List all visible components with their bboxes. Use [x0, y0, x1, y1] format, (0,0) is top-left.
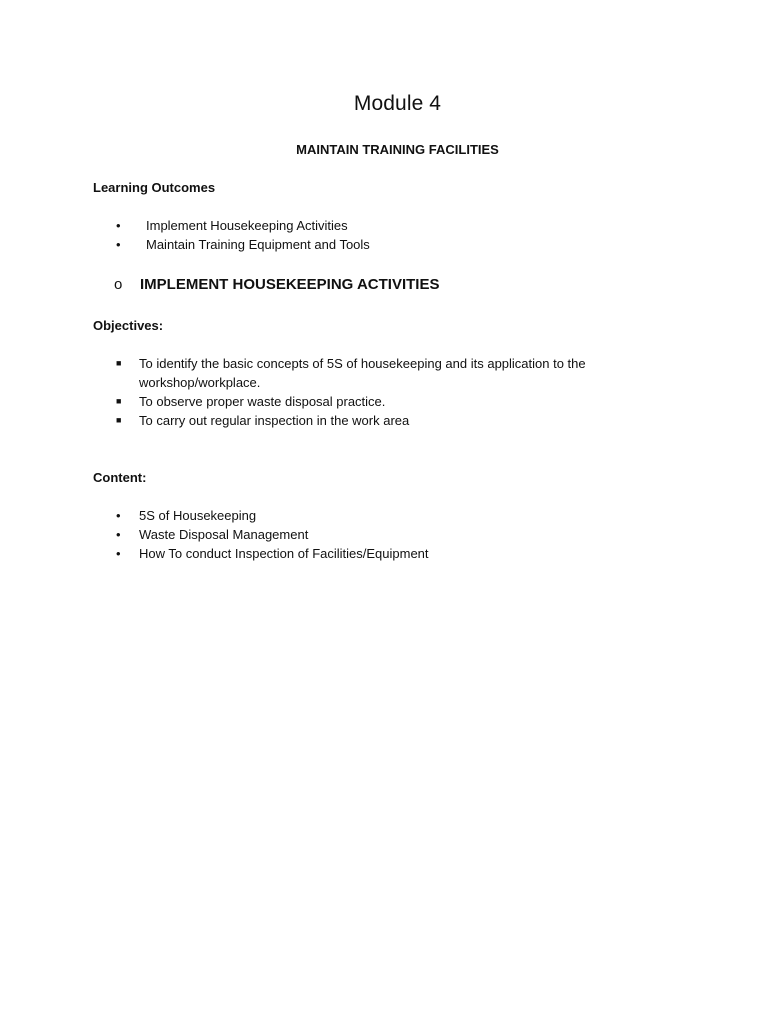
bullet-icon: •: [116, 237, 121, 252]
objective-text: To observe proper waste disposal practice.: [139, 394, 386, 409]
square-bullet-icon: ■: [116, 358, 122, 368]
list-item: [0, 235, 768, 254]
learning-outcome-text: Maintain Training Equipment and Tools: [146, 237, 370, 252]
objectives-list: [0, 354, 768, 430]
learning-outcome-text: Implement Housekeeping Activities: [146, 218, 348, 233]
bullet-icon: •: [116, 218, 121, 233]
bullet-icon: •: [116, 508, 121, 523]
square-bullet-icon: ■: [116, 396, 122, 406]
bullet-icon: •: [116, 546, 121, 561]
content-item-text: Waste Disposal Management: [139, 527, 309, 542]
list-item: [0, 411, 768, 430]
module-title: Module 4: [353, 92, 442, 115]
section-heading-text: IMPLEMENT HOUSEKEEPING ACTIVITIES: [140, 276, 440, 293]
square-bullet-icon: ■: [116, 415, 122, 425]
content-list: [0, 506, 768, 563]
content-heading: Content:: [93, 470, 147, 485]
list-item: [0, 544, 768, 563]
list-item: [0, 392, 768, 411]
list-item: [0, 216, 768, 235]
objective-text: To identify the basic concepts of 5S of housekeeping and its application to the workshop/workplace.: [139, 356, 586, 390]
section-heading: [114, 276, 439, 293]
learning-outcomes-list: [0, 216, 768, 254]
objectives-heading: Objectives:: [93, 318, 164, 333]
list-item: [0, 525, 768, 544]
list-item: [0, 506, 768, 525]
content-item-text: 5S of Housekeeping: [139, 508, 257, 523]
objective-text: To carry out regular inspection in the work area: [139, 413, 410, 428]
bullet-icon: •: [116, 527, 121, 542]
content-item-text: How To conduct Inspection of Facilities/Equipment: [139, 546, 429, 561]
module-subtitle: MAINTAIN TRAINING FACILITIES: [296, 142, 499, 157]
circle-bullet-icon: o: [114, 276, 123, 293]
list-item: [0, 354, 768, 392]
learning-outcomes-heading: Learning Outcomes: [93, 180, 216, 195]
